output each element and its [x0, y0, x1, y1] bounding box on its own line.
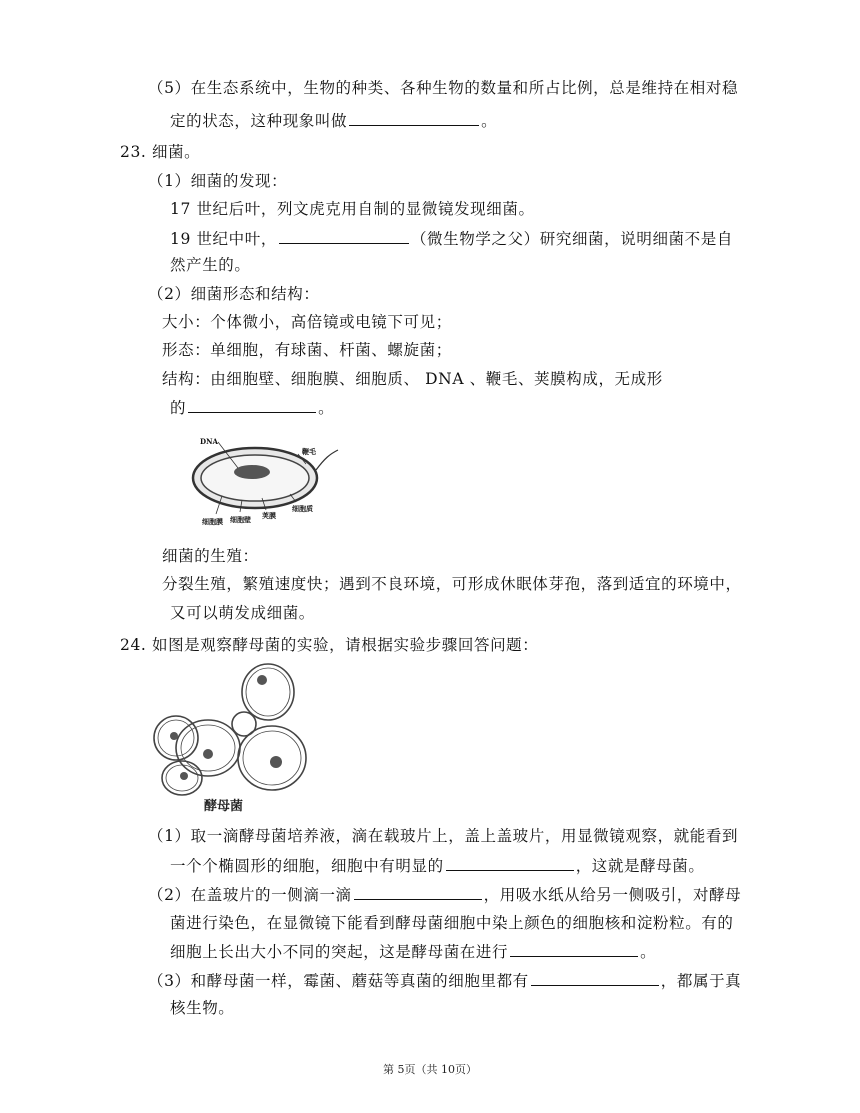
- yeast-bud: [232, 712, 256, 736]
- q24-s2-line3: [170, 941, 656, 962]
- dna-region: [234, 465, 270, 479]
- q23-structure-text: 的: [170, 399, 187, 417]
- q23-title: 23. 细菌。: [120, 143, 201, 161]
- q23-shape: 形态：单细胞，有球菌、杆菌、螺旋菌；: [162, 341, 452, 359]
- q23-p1-text2: （微生物学之父）研究细菌，说明细菌不是自: [410, 230, 733, 248]
- q23-structure-end: 。: [318, 399, 335, 417]
- answer-blank[interactable]: [349, 110, 479, 126]
- q24-s2-end: 。: [640, 943, 657, 961]
- q24-s2-text2: ，用吸水纸从给另一侧吸引，对酵母: [483, 886, 742, 904]
- yeast-nucleus: [180, 772, 188, 780]
- answer-blank[interactable]: [188, 397, 316, 413]
- q23-repro-line2: 又可以萌发成细菌。: [170, 604, 315, 622]
- q22-5-line2: [170, 110, 497, 131]
- diagram-label-flagellum: 鞭毛: [302, 447, 316, 456]
- q24-s3-text: （3）和酵母菌一样，霉菌、蘑菇等真菌的细胞里都有: [148, 972, 529, 990]
- q23-size: 大小：个体微小，高倍镜或电镜下可见；: [162, 313, 452, 331]
- q24-s3-line2: 核生物。: [170, 999, 235, 1017]
- q23-p1-line2: [170, 228, 733, 249]
- q24-s2-text3: 细胞上长出大小不同的突起，这是酵母菌在进行: [170, 943, 509, 961]
- answer-blank[interactable]: [446, 855, 574, 871]
- diagram-label-cell-wall: 细胞壁: [230, 515, 251, 524]
- q24-s1-line2: [170, 855, 705, 876]
- q24-s1-line1: （1）取一滴酵母菌培养液，滴在载玻片上，盖上盖玻片，用显微镜观察，就能看到: [148, 827, 739, 845]
- answer-blank[interactable]: [279, 228, 409, 244]
- page-footer: 第 5页（共 10页）: [383, 1063, 477, 1076]
- yeast-cell: [176, 720, 240, 776]
- flagellum: [316, 450, 338, 470]
- yeast-cell: [242, 664, 294, 720]
- answer-blank[interactable]: [531, 970, 659, 986]
- q23-p1-heading: （1）细菌的发现：: [148, 172, 288, 190]
- q24-s3-text2: ，都属于真: [660, 972, 742, 990]
- q23-structure-line2: [170, 397, 334, 418]
- yeast-caption: 酵母菌: [204, 799, 244, 814]
- q24-s1-end: ，这就是酵母菌。: [575, 857, 705, 875]
- q24-s3-line1: [148, 970, 741, 991]
- q23-p1-line1: 17 世纪后叶，列文虎克用自制的显微镜发现细菌。: [170, 200, 535, 218]
- yeast-nucleus: [203, 749, 213, 759]
- q23-p2-heading: （2）细菌形态和结构：: [148, 285, 320, 303]
- diagram-label-capsule: 荚膜: [262, 511, 276, 520]
- q22-5-end: 。: [481, 112, 498, 130]
- q24-s2-line2: 菌进行染色，在显微镜下能看到酵母菌细胞中染上颜色的细胞核和淀粉粒。有的: [170, 914, 734, 932]
- yeast-nucleus: [270, 756, 282, 768]
- diagram-label-cytoplasm: 细胞质: [292, 504, 313, 513]
- q23-p1-text: 19 世纪中叶，: [170, 230, 277, 248]
- q23-repro-heading: 细菌的生殖：: [162, 547, 259, 565]
- q24-title: 24. 如图是观察酵母菌的实验，请根据实验步骤回答问题：: [120, 636, 539, 654]
- q22-5-line1: （5）在生态系统中，生物的种类、各种生物的数量和所占比例，总是维持在相对稳: [148, 79, 739, 97]
- diagram-label-cell-membrane: 细胞膜: [202, 517, 223, 526]
- q23-p1-line3: 然产生的。: [170, 256, 251, 274]
- answer-blank[interactable]: [354, 884, 482, 900]
- yeast-nucleus: [257, 675, 267, 685]
- q23-structure-line1: 结构：由细胞壁、细胞膜、细胞质、 DNA 、鞭毛、荚膜构成，无成形: [162, 370, 663, 388]
- q24-s2-line1: [148, 884, 741, 905]
- q24-s2-text: （2）在盖玻片的一侧滴一滴: [148, 886, 352, 904]
- yeast-nucleus: [170, 732, 178, 740]
- answer-blank[interactable]: [510, 941, 638, 957]
- q24-s1-text: 一个个椭圆形的细胞，细胞中有明显的: [170, 857, 444, 875]
- bacterium-diagram: [180, 432, 340, 527]
- diagram-label-dna: DNA: [200, 437, 218, 446]
- q23-repro-line1: 分裂生殖，繁殖速度快；遇到不良环境，可形成休眠体芽孢，落到适宜的环境中，: [162, 575, 742, 593]
- q22-5-text: 定的状态，这种现象叫做: [170, 112, 348, 130]
- yeast-figure: [140, 660, 320, 820]
